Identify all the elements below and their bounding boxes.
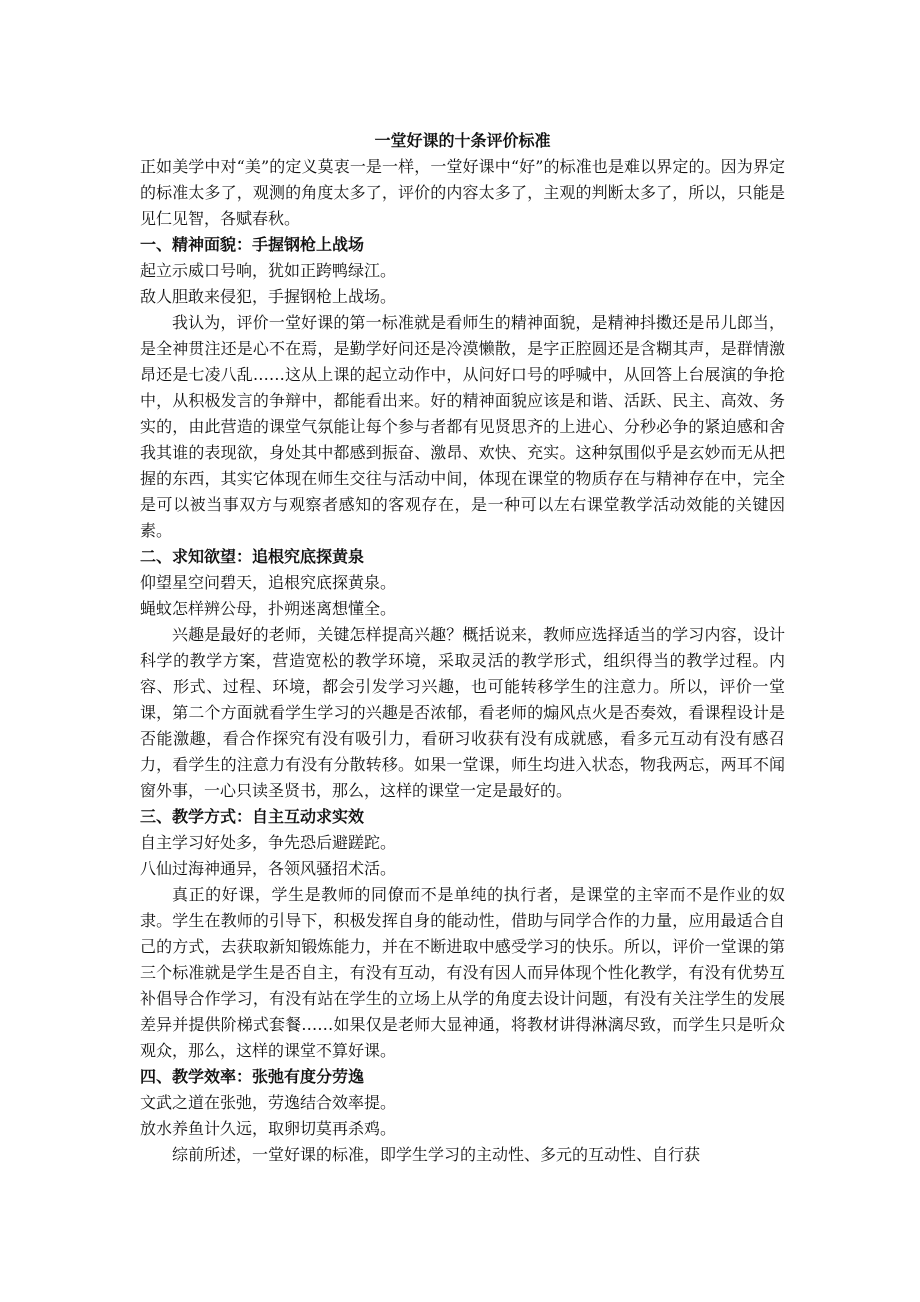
verse-line: 八仙过海神通异，各领风骚招术活。 [140,859,397,878]
section-body: 真正的好课，学生是教师的同僚而不是单纯的执行者，是课堂的主宰而不是作业的奴隶。学生在教师的引导下，积极发挥自身的能动性，借助与同学合作的力量，应用最适合自己的方式，去获取新知锻炼能力，并在不断进取中感受学习的快乐。所以，评价一堂课的第三个标准就是学生是否自主，有没有互动，有没有因人而异体现个性化教学，有没有优势互补倡导合作学习，有没有站在学生的立场上从学的角度去设计问题，有没有关注学生的发展差异并提供阶梯式套餐……如果仅是老师大显神通，将教材讲得淋漓尽致，而学生只是听众观众，那么，这样的课堂不算好课。 [140,885,785,1060]
section-1 [140,232,785,544]
verse-line: 敌人胆敢来侵犯，手握钢枪上战场。 [140,287,397,306]
verse-line: 仰望星空问碧天，追根究底探黄泉。 [140,573,397,592]
section-3 [140,804,785,1064]
document-title: 一堂好课的十条评价标准 [374,131,551,150]
verse-line: 文武之道在张弛，劳逸结合效率提。 [140,1093,397,1112]
document-page [140,128,785,1168]
section-body: 我认为，评价一堂好课的第一标准就是看师生的精神面貌，是精神抖擞还是吊儿郎当，是全神贯注还是心不在焉，是勤学好问还是冷漠懒散，是字正腔圆还是含糊其声，是群情激昂还是七凌八乱……这从上课的起立动作中，从问好口号的呼喊中，从回答上台展演的争抢中，从积极发言的争辩中，都能看出来。好的精神面貌应该是和谐、活跃、民主、高效、务实的，由此营造的课堂气氛能让每个参与者都有见贤思齐的上进心、分秒必争的紧迫感和舍我其谁的表现欲，身处其中都感到振奋、激昂、欢快、充实。这种氛围似乎是玄妙而无从把握的东西，其实它体现在师生交往与活动中间，体现在课堂的物质存在与精神存在中，完全是可以被当事双方与观察者感知的客观存在，是一种可以左右课堂教学活动效能的关键因素。 [140,313,785,540]
verse-line: 蝇蚊怎样辨公母，扑朔迷离想懂全。 [140,599,397,618]
intro-paragraph: 正如美学中对“美”的定义莫衷一是一样，一堂好课中“好”的标准也是难以界定的。因为界定的标准太多了，观测的角度太多了，评价的内容太多了，主观的判断太多了，所以，只能是见仁见智，各赋春秋。 [140,157,785,228]
section-heading: 一、精神面貌：手握钢枪上战场 [140,235,365,254]
section-2 [140,544,785,804]
section-heading: 二、求知欲望：追根究底探黄泉 [140,547,365,566]
section-body: 综前所述，一堂好课的标准，即学生学习的主动性、多元的互动性、自行获 [172,1145,701,1164]
verse-line: 起立示威口号响，犹如正跨鸭绿江。 [140,261,397,280]
section-heading: 三、教学方式：自主互动求实效 [140,807,365,826]
section-heading: 四、教学效率：张弛有度分劳逸 [140,1067,365,1086]
verse-line: 放水养鱼计久远，取卵切莫再杀鸡。 [140,1119,397,1138]
section-body: 兴趣是最好的老师，关键怎样提高兴趣？概括说来，教师应选择适当的学习内容，设计科学的教学方案，营造宽松的教学环境，采取灵活的教学形式，组织得当的教学过程。内容、形式、过程、环境，都会引发学习兴趣，也可能转移学生的注意力。所以，评价一堂课，第二个方面就看学生学习的兴趣是否浓郁，看老师的煽风点火是否奏效，看课程设计是否能激趣，看合作探究有没有吸引力，看研习收获有没有成就感，看多元互动有没有感召力，看学生的注意力有没有分散转移。如果一堂课，师生均进入状态，物我两忘，两耳不闻窗外事，一心只读圣贤书，那么，这样的课堂一定是最好的。 [140,625,785,800]
verse-line: 自主学习好处多，争先恐后避蹉跎。 [140,833,397,852]
section-4 [140,1064,785,1168]
